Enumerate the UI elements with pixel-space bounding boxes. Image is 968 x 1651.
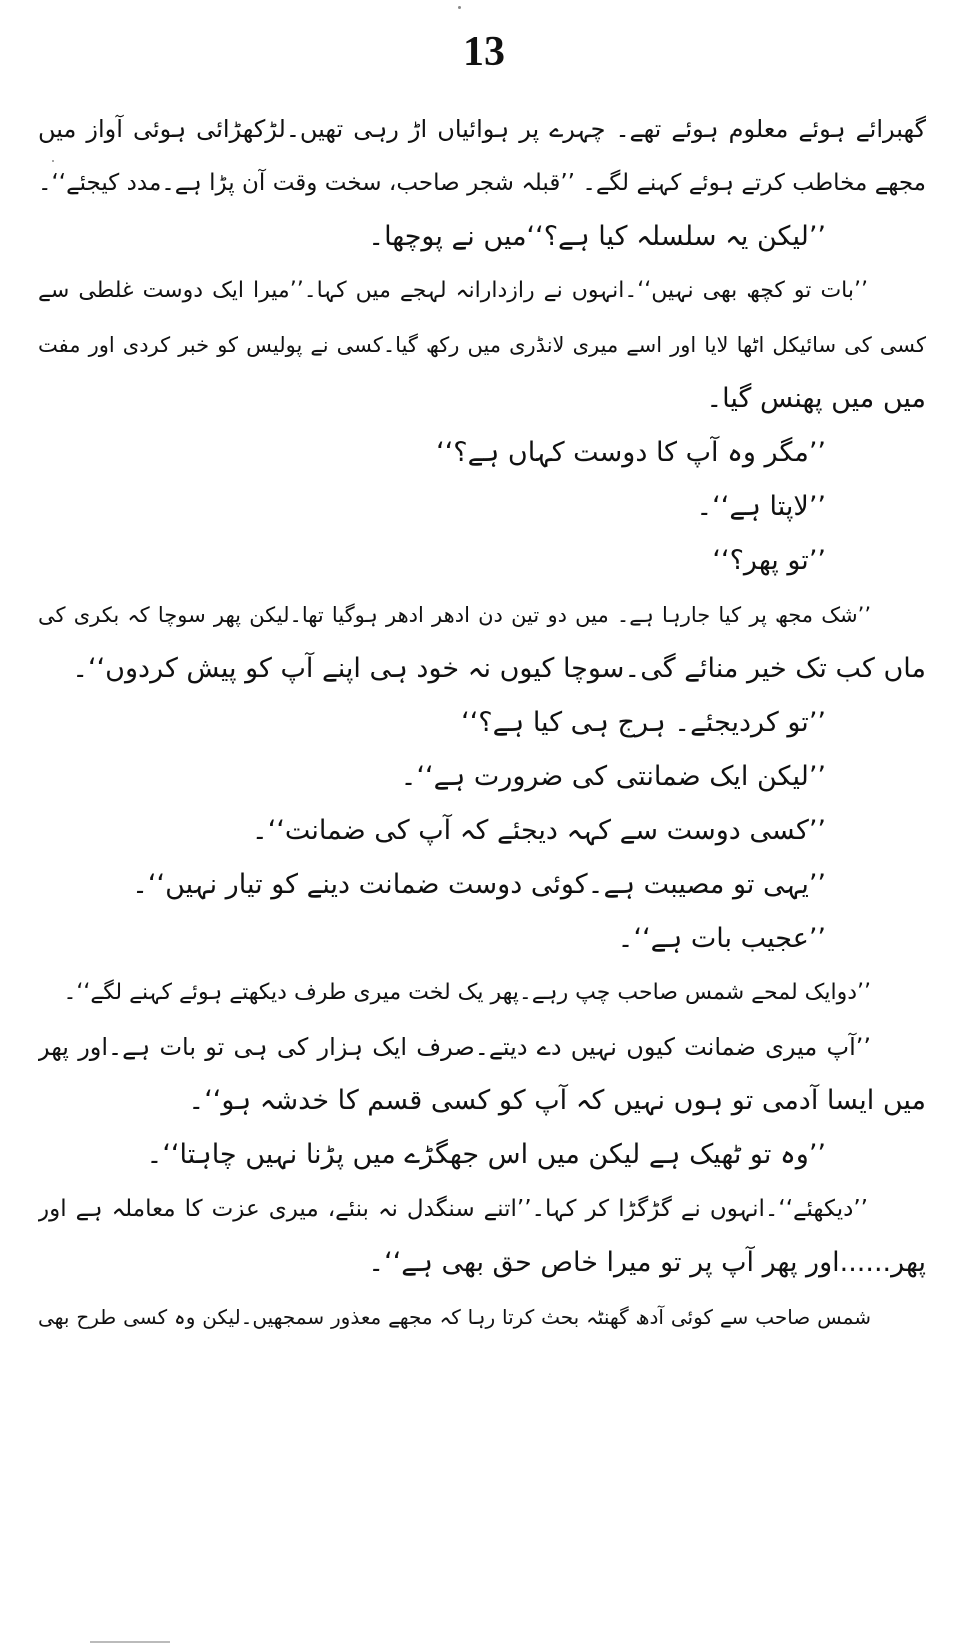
text-line: میں میں پھنس گیا۔ (706, 383, 926, 414)
text-line: ماں کب تک خیر منائے گی۔سوچا کیوں نہ خود ہی اپنے آپ کو پیش کردوں‘‘۔ (72, 653, 926, 684)
page-number: 13 (463, 29, 505, 75)
text-line: گھبرائے ہوئے معلوم ہوئے تھے۔ چہرے پر ہوائیاں اڑ رہی تھیں۔لڑکھڑائی ہوئی آواز میں (38, 115, 926, 143)
text-line: ’’آپ میری ضمانت کیوں نہیں دے دیتے۔صرف ایک ہزار کی ہی تو بات ہے۔اور پھر (38, 1033, 871, 1061)
page-text (38, 102, 926, 1344)
text-line: ’’کسی دوست سے کہہ دیجئے کہ آپ کی ضمانت‘‘۔ (251, 815, 826, 846)
text-line: ’’بات تو کچھ بھی نہیں‘‘۔انہوں نے رازدارانہ لہجے میں کہا۔’’میرا ایک دوست غلطی سے (38, 278, 868, 303)
text-line: میں ایسا آدمی تو ہوں نہیں کہ آپ کو کسی قسم کا خدشہ ہو‘‘۔ (188, 1085, 926, 1116)
text-line: کسی کی سائیکل اٹھا لایا اور اسے میری لانڈری میں رکھ گیا۔کسی نے پولیس کو خبر کردی اور مفت (38, 333, 926, 357)
text-line: ’’لیکن یہ سلسلہ کیا ہے؟‘‘میں نے پوچھا۔ (368, 221, 826, 252)
scan-mark (90, 1641, 170, 1643)
text-line: ’’تو پھر؟‘‘ (712, 545, 826, 576)
text-line: ’’مگر وہ آپ کا دوست کہاں ہے؟‘‘ (436, 437, 826, 468)
text-line: ’’دیکھئے‘‘۔انہوں نے گڑگڑا کر کہا۔’’اتنے سنگدل نہ بنئے، میری عزت کا معاملہ ہے اور (38, 1196, 868, 1222)
text-line: پھر......اور پھر آپ پر تو میرا خاص حق بھی ہے‘‘۔ (368, 1247, 926, 1278)
text-line: شمس صاحب سے کوئی آدھ گھنٹہ بحث کرتا رہا کہ مجھے معذور سمجھیں۔لیکن وہ کسی طرح بھی (38, 1305, 871, 1329)
ink-speck (458, 6, 461, 9)
text-line: ’’تو کردیجئے۔ ہرج ہی کیا ہے؟‘‘ (461, 707, 826, 738)
text-line: ’’وہ تو ٹھیک ہے لیکن میں اس جھگڑے میں پڑنا نہیں چاہتا‘‘۔ (146, 1139, 826, 1170)
text-line: ’’لاپتا ہے‘‘۔ (696, 491, 826, 522)
text-line: ’’دوایک لمحے شمس صاحب چپ رہے۔پھر یک لخت میری طرف دیکھتے ہوئے کہنے لگے‘‘۔ (63, 980, 871, 1005)
text-line: ’’یہی تو مصیبت ہے۔کوئی دوست ضمانت دینے کو تیار نہیں‘‘۔ (132, 869, 826, 900)
text-line: ’’عجیب بات ہے‘‘۔ (617, 923, 826, 954)
text-line: مجھے مخاطب کرتے ہوئے کہنے لگے۔ ’’قبلہ شجر صاحب، سخت وقت آن پڑا ہے۔مدد کیجئے‘‘۔ (38, 170, 926, 196)
text-line: ’’لیکن ایک ضمانتی کی ضرورت ہے‘‘۔ (400, 761, 826, 792)
text-line: ’’شک مجھ پر کیا جارہا ہے۔ میں دو تین دن ادھر ادھر ہوگیا تھا۔لیکن پھر سوچا کہ بکری کی (38, 603, 871, 627)
